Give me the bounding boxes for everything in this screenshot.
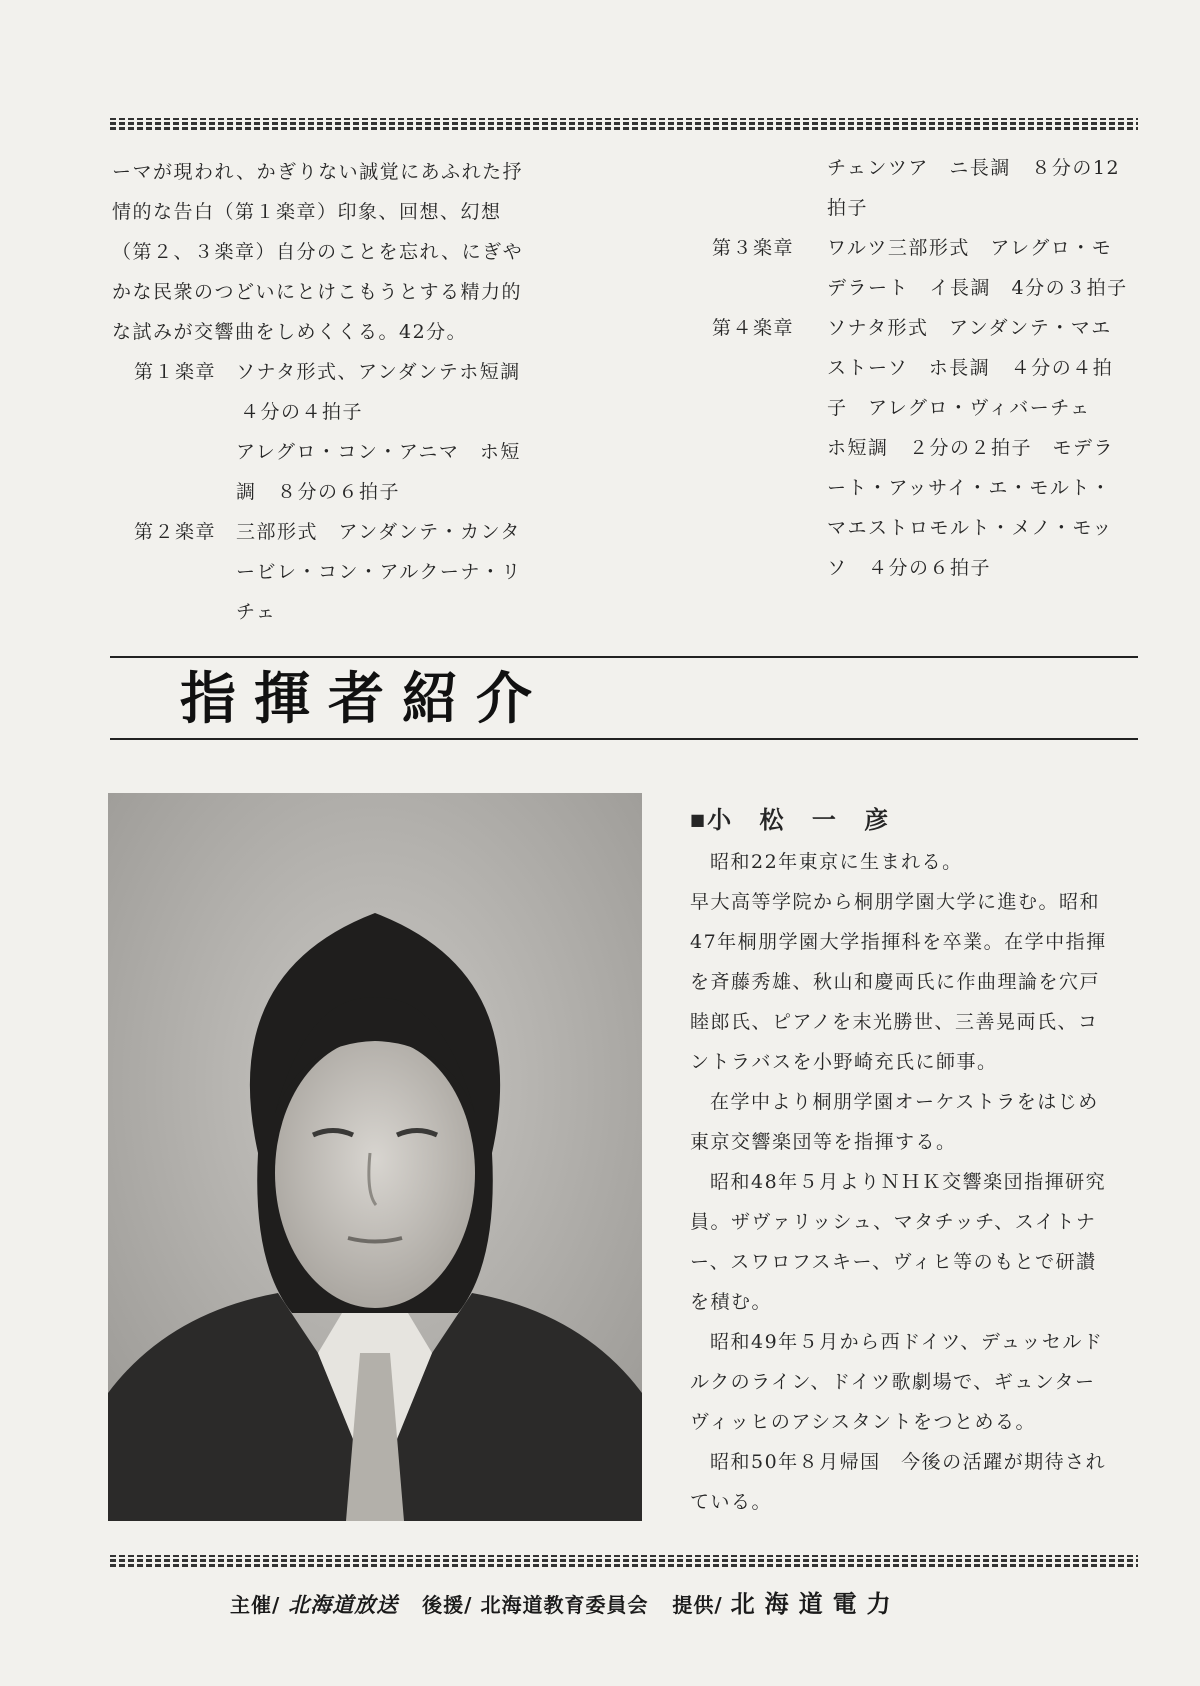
movement-line: ワルツ三部形式 アレグロ・モ xyxy=(827,237,1113,259)
bio-line: 昭和49年５月から西ドイツ、デュッセルド xyxy=(710,1331,1104,1353)
movement-line: ート・アッサイ・エ・モルト・ xyxy=(827,477,1112,499)
movement-4 xyxy=(712,308,1152,588)
bio-line: 在学中より桐朋学園オーケストラをはじめ xyxy=(710,1091,1099,1113)
conductor-name xyxy=(690,800,1110,840)
bio-line: 47年桐朋学園大学指揮科を卒業。在学中指揮 xyxy=(690,931,1107,953)
bio-line: ヴィッヒのアシスタントをつとめる。 xyxy=(690,1411,1037,1433)
movement-line: 子 アレグロ・ヴィバーチェ xyxy=(827,397,1091,419)
movement-label: 第４楽章 xyxy=(712,317,795,339)
program-notes-right xyxy=(712,148,1152,588)
conductor-bio xyxy=(690,800,1110,1522)
movement-description xyxy=(827,308,1152,588)
movement-line: ストーソ ホ長調 ４分の４拍 xyxy=(827,357,1114,379)
bio-line: 昭和50年８月帰国 今後の活躍が期待され xyxy=(710,1451,1107,1473)
bio-line: 昭和48年５月よりＮＨＫ交響楽団指揮研究 xyxy=(710,1171,1107,1193)
movement-1 xyxy=(112,352,562,512)
bio-paragraph: 昭和22年東京に生まれる。 xyxy=(710,851,963,873)
bio-line: ている。 xyxy=(690,1491,773,1513)
movement-line: ソナタ形式、アンダンテホ短調 xyxy=(236,361,521,383)
movement-line: ービレ・コン・アルクーナ・リ xyxy=(236,561,522,583)
sponsor-organization: 北海道電力 xyxy=(730,1590,901,1618)
movement-line: チェンツア ニ長調 ８分の12 xyxy=(827,157,1121,179)
bio-line: ー、スワロフスキー、ヴィヒ等のもとで研讃 xyxy=(690,1251,1097,1273)
movement-line: マエストロモルト・メノ・モッ xyxy=(827,517,1113,539)
movement-label: 第３楽章 xyxy=(712,237,795,259)
intro-line: な試みが交響曲をしめくくる。42分。 xyxy=(112,321,468,343)
movement-line: ソナタ形式 アンダンテ・マエ xyxy=(827,317,1112,339)
conductor-photo xyxy=(108,793,642,1521)
movement-line: 調 ８分の６拍子 xyxy=(236,481,401,503)
movement-line: 三部形式 アンダンテ・カンタ xyxy=(236,521,521,543)
movement-line: ホ短調 ２分の２拍子 モデラ xyxy=(827,437,1115,459)
movement-3 xyxy=(712,228,1152,308)
support-organization: 北海道教育委員会 xyxy=(480,1593,649,1617)
bio-line: 員。ザヴァリッシュ、マタチッチ、スイトナ xyxy=(690,1211,1097,1233)
movement-line: ４分の４拍子 xyxy=(240,401,364,423)
movement-label: 第２楽章 xyxy=(134,521,217,543)
host-label: 主催/ xyxy=(230,1593,281,1617)
movement-line: チェ xyxy=(236,601,277,623)
movement-line: 拍子 xyxy=(827,197,869,219)
intro-line: ーマが現われ、かぎりない誠覚にあふれた抒 xyxy=(112,161,524,183)
bio-line: を積む。 xyxy=(690,1291,773,1313)
sponsor-label: 提供/ xyxy=(672,1593,723,1617)
movement-description xyxy=(236,512,562,632)
decorative-border-bottom xyxy=(110,1555,1138,1567)
section-title: 指揮者紹介 xyxy=(180,667,550,732)
movement-2-continued xyxy=(712,148,1152,228)
bio-line: 東京交響楽団等を指揮する。 xyxy=(690,1131,957,1153)
support-label: 後援/ xyxy=(422,1593,473,1617)
movement-line: ソ ４分の６拍子 xyxy=(827,557,992,579)
conductor-name-text: 小 松 一 彦 xyxy=(707,806,899,834)
bio-line: 早大高等学院から桐朋学園大学に進む。昭和 xyxy=(690,891,1101,913)
movement-line: デラート イ長調 4分の３拍子 xyxy=(827,277,1128,299)
movement-label: 第１楽章 xyxy=(134,361,217,383)
movement-description xyxy=(827,228,1152,308)
program-notes-left xyxy=(112,152,562,632)
bio-line: を斉藤秀雄、秋山和慶両氏に作曲理論を穴戸 xyxy=(690,971,1101,993)
name-marker: ■ xyxy=(690,810,708,829)
host-organization: 北海道放送 xyxy=(288,1593,399,1617)
heading-rule-top xyxy=(110,656,1138,658)
intro-line: かな民衆のつどいにとけこもうとする精力的 xyxy=(112,281,523,303)
movement-2 xyxy=(112,512,562,632)
bio-line: ントラバスを小野崎充氏に師事。 xyxy=(690,1051,998,1073)
bio-line: 睦郎氏、ピアノを末光勝世、三善晃両氏、コ xyxy=(690,1011,1099,1033)
conductor-portrait-image xyxy=(108,793,642,1521)
intro-line: （第２、３楽章）自分のことを忘れ、にぎや xyxy=(112,241,524,263)
heading-rule-bottom xyxy=(110,738,1138,740)
movement-description xyxy=(236,352,562,512)
credits-footer xyxy=(230,1584,1130,1618)
intro-line: 情的な告白（第１楽章）印象、回想、幻想 xyxy=(112,201,502,223)
decorative-border-top xyxy=(110,118,1138,130)
movement-line: アレグロ・コン・アニマ ホ短 xyxy=(236,441,521,463)
bio-line: ルクのライン、ドイツ歌劇場で、ギュンター xyxy=(690,1371,1096,1393)
